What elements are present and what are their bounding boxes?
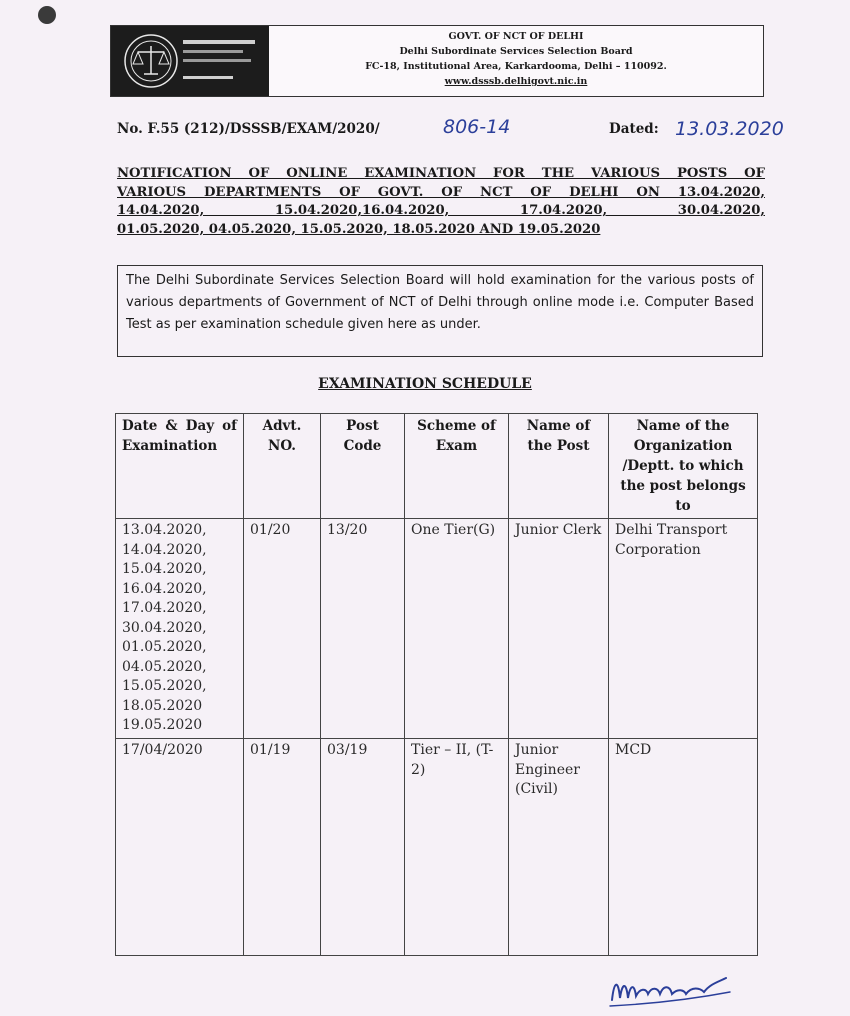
scheme-cell: One Tier(G) xyxy=(405,519,509,739)
exam-date: 16.04.2020, xyxy=(122,580,207,597)
header-post-name: Name of the Post xyxy=(509,414,609,519)
title-line: NOTIFICATION OF ONLINE EXAMINATION FOR THE VARIOUS POSTS OF xyxy=(117,166,765,181)
table-header-row xyxy=(116,414,758,519)
board-website-link[interactable]: www.dsssb.delhigovt.nic.in xyxy=(444,76,588,87)
intro-paragraph: The Delhi Subordinate Services Selection Board will hold examination for the various posts of various departments of Government of NCT of Delhi through online mode i.e. Computer Based Test as per examination schedule given here as under. xyxy=(117,265,763,357)
organization-cell: MCD xyxy=(609,739,758,956)
exam-date: 17/04/2020 xyxy=(122,742,203,758)
govt-name: GOVT. OF NCT OF DELHI xyxy=(448,31,584,42)
exam-date: 15.05.2020, xyxy=(122,678,207,694)
letterhead xyxy=(110,25,764,97)
board-name: Delhi Subordinate Services Selection Board xyxy=(399,46,633,57)
exam-date: 13.04.2020, xyxy=(122,522,207,538)
exam-date: 18.05.2020 xyxy=(122,697,203,714)
header-post-code: Post Code xyxy=(321,414,405,519)
header-scheme: Scheme of Exam xyxy=(405,414,509,519)
exam-date: 01.05.2020, xyxy=(122,639,207,655)
post-code-cell: 03/19 xyxy=(321,739,405,956)
signature-mark xyxy=(608,970,738,1010)
examination-schedule-table xyxy=(115,413,758,956)
header-date: Date & Day of Examination xyxy=(116,414,244,519)
scheme-cell: Tier – II, (T-2) xyxy=(405,739,509,956)
exam-date: 04.05.2020, xyxy=(122,658,207,675)
title-line: VARIOUS DEPARTMENTS OF GOVT. OF NCT OF DELHI ON 13.04.2020, xyxy=(117,184,765,200)
title-line: 14.04.2020, 15.04.2020,16.04.2020, 17.04.2020, 30.04.2020, xyxy=(117,203,765,218)
advt-cell: 01/19 xyxy=(244,739,321,956)
post-name-cell: Junior Clerk xyxy=(509,519,609,739)
exam-date: 15.04.2020, xyxy=(122,561,207,577)
exam-date: 17.04.2020, xyxy=(122,600,207,616)
header-organization: Name of the Organization /Deptt. to which the post belongs to xyxy=(609,414,758,519)
punch-hole xyxy=(38,6,56,24)
handwritten-date: 13.03.2020 xyxy=(675,118,784,140)
organization-cell: Delhi Transport Corporation xyxy=(609,519,758,739)
header-advt: Advt. NO. xyxy=(244,414,321,519)
signature xyxy=(608,970,738,1014)
exam-date: 30.04.2020, xyxy=(122,619,207,636)
dates-cell xyxy=(116,519,244,739)
dates-cell xyxy=(116,739,244,956)
table-row xyxy=(116,519,758,739)
reference-number: No. F.55 (212)/DSSSB/EXAM/2020/ xyxy=(117,121,380,137)
letterhead-text xyxy=(269,29,763,89)
handwritten-reference: 806-14 xyxy=(443,116,511,138)
post-code-cell: 13/20 xyxy=(321,519,405,739)
exam-date: 14.04.2020, xyxy=(122,541,207,558)
dsssb-emblem-icon xyxy=(111,26,269,96)
title-line: 01.05.2020, 04.05.2020, 15.05.2020, 18.05.2020 AND 19.05.2020 xyxy=(117,221,601,237)
schedule-title: EXAMINATION SCHEDULE xyxy=(318,376,532,392)
table-row xyxy=(116,739,758,956)
dated-label: Dated: xyxy=(609,121,659,137)
post-name-cell: Junior Engineer (Civil) xyxy=(509,739,609,956)
reference-row xyxy=(117,118,807,148)
advt-cell: 01/20 xyxy=(244,519,321,739)
notification-title xyxy=(117,165,765,239)
exam-date: 19.05.2020 xyxy=(122,717,203,733)
board-address: FC-18, Institutional Area, Karkardooma, Delhi – 110092. xyxy=(365,61,667,72)
